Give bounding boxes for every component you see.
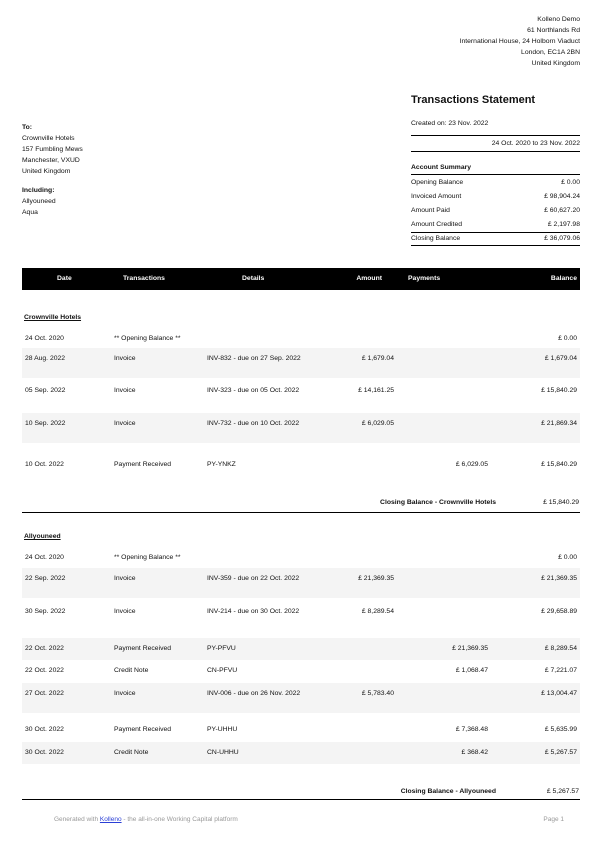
closing-balance-value: £ 5,267.57 xyxy=(546,788,579,795)
summary-row xyxy=(411,218,580,232)
cell-details: PY-UHHU xyxy=(207,726,238,733)
cell-details: INV-214 - due on 30 Oct. 2022 xyxy=(207,608,300,615)
cell-details: INV-359 - due on 22 Oct. 2022 xyxy=(207,575,300,582)
footer xyxy=(54,816,564,823)
cell-balance: £ 13,004.47 xyxy=(541,690,577,697)
company-country: United Kingdom xyxy=(531,60,580,67)
summary-value: £ 60,627.20 xyxy=(544,206,580,214)
including-label: Including: xyxy=(22,187,55,194)
cell-date: 22 Oct. 2022 xyxy=(25,645,64,652)
cell-transaction: ** Opening Balance ** xyxy=(114,335,181,342)
cell-transaction: Credit Note xyxy=(114,749,149,756)
recipient-country: United Kingdom xyxy=(22,168,71,175)
closing-balance-value: £ 15,840.29 xyxy=(543,499,579,506)
cell-balance: £ 5,267.57 xyxy=(544,749,577,756)
cell-transaction: Invoice xyxy=(114,575,136,582)
cell-date: 30 Oct. 2022 xyxy=(25,749,64,756)
summary-label: Amount Paid xyxy=(411,206,450,214)
cell-transaction: Invoice xyxy=(114,608,136,615)
cell-transaction: Payment Received xyxy=(114,461,172,468)
date-range: 24 Oct. 2020 to 23 Nov. 2022 xyxy=(411,136,580,152)
table-row xyxy=(22,742,580,764)
header-balance: Balance xyxy=(550,275,577,282)
cell-details: INV-006 - due on 26 Nov. 2022 xyxy=(207,690,301,697)
cell-transaction: Invoice xyxy=(114,690,136,697)
cell-date: 30 Sep. 2022 xyxy=(25,608,66,615)
cell-payment: £ 6,029.05 xyxy=(455,461,488,468)
header-transactions: Transactions xyxy=(123,275,165,282)
table-row xyxy=(22,660,580,682)
cell-payment: £ 21,369.35 xyxy=(452,645,488,652)
section-title: Allyouneed xyxy=(24,533,61,540)
cell-date: 22 Sep. 2022 xyxy=(25,575,66,582)
cell-balance: £ 5,635.99 xyxy=(544,726,577,733)
cell-payment: £ 1,068.47 xyxy=(455,667,488,674)
recipient-street: 157 Fumbling Mews xyxy=(22,146,83,153)
cell-transaction: Payment Received xyxy=(114,726,172,733)
cell-payment: £ 7,368.48 xyxy=(455,726,488,733)
section-title: Crownville Hotels xyxy=(24,314,82,321)
cell-date: 05 Sep. 2022 xyxy=(25,387,66,394)
summary-row xyxy=(411,203,580,217)
closing-balance-label: Closing Balance - Crownville Hotels xyxy=(380,499,496,506)
cell-transaction: Credit Note xyxy=(114,667,149,674)
table-row xyxy=(22,719,580,741)
included-account: Allyouneed xyxy=(22,198,56,205)
statement-panel xyxy=(411,94,580,246)
cell-balance: £ 29,658.89 xyxy=(541,608,577,615)
table-row xyxy=(22,683,580,713)
summary-value: £ 2,197.98 xyxy=(547,221,580,229)
header-details: Details xyxy=(242,275,265,282)
table-row xyxy=(22,380,580,410)
cell-balance: £ 21,869.34 xyxy=(541,420,577,427)
kolleno-link[interactable]: Kolleno xyxy=(99,816,122,823)
cell-date: 24 Oct. 2020 xyxy=(25,335,64,342)
included-account: Aqua xyxy=(22,209,38,216)
created-date: Created on: 23 Nov. 2022 xyxy=(411,120,580,136)
cell-amount: £ 1,679.04 xyxy=(361,355,394,362)
footer-suffix: - the all-in-one Working Capital platform xyxy=(121,816,238,823)
summary-label: Amount Credited xyxy=(411,221,463,229)
company-street: 61 Northlands Rd xyxy=(527,27,580,34)
summary-value: £ 98,904.24 xyxy=(544,192,580,200)
table-header xyxy=(22,268,580,290)
cell-balance: £ 21,369.35 xyxy=(541,575,577,582)
cell-amount: £ 6,029.05 xyxy=(361,420,394,427)
cell-details: INV-323 - due on 05 Oct. 2022 xyxy=(207,387,300,394)
summary-value: £ 36,079.06 xyxy=(544,235,580,243)
header-date: Date xyxy=(57,275,72,282)
cell-date: 30 Oct. 2022 xyxy=(25,726,64,733)
cell-amount: £ 21,369.35 xyxy=(358,575,394,582)
cell-transaction: ** Opening Balance ** xyxy=(114,554,181,561)
company-building: International House, 24 Holborn Viaduct xyxy=(459,38,580,45)
table-row xyxy=(22,328,580,346)
footer-prefix: Generated with xyxy=(54,816,100,823)
table-row xyxy=(22,601,580,631)
cell-transaction: Invoice xyxy=(114,387,136,394)
cell-date: 27 Oct. 2022 xyxy=(25,690,64,697)
header-payments: Payments xyxy=(408,275,441,282)
table-row xyxy=(22,413,580,443)
cell-details: INV-832 - due on 27 Sep. 2022 xyxy=(207,355,301,362)
cell-details: INV-732 - due on 10 Oct. 2022 xyxy=(207,420,300,427)
cell-balance: £ 15,840.29 xyxy=(541,387,577,394)
company-city: London, EC1A 2BN xyxy=(521,49,580,56)
cell-balance: £ 0.00 xyxy=(558,335,577,342)
page-number: Page 1 xyxy=(543,816,564,823)
cell-balance: £ 7,221.07 xyxy=(544,667,577,674)
cell-balance: £ 15,840.29 xyxy=(541,461,577,468)
summary-value: £ 0.00 xyxy=(561,178,580,186)
company-name: Kolleno Demo xyxy=(537,16,580,23)
cell-amount: £ 5,783.40 xyxy=(361,690,394,697)
cell-details: PY-PFVU xyxy=(207,645,236,652)
top-strip xyxy=(0,0,604,10)
summary-row xyxy=(411,175,580,189)
statement-title: Transactions Statement xyxy=(411,94,536,106)
summary-closing-row xyxy=(411,232,580,246)
cell-date: 10 Sep. 2022 xyxy=(25,420,66,427)
company-address xyxy=(460,14,580,69)
cell-details: PY-YNKZ xyxy=(207,461,236,468)
summary-label: Invoiced Amount xyxy=(411,192,462,200)
table-row xyxy=(22,547,580,565)
cell-transaction: Invoice xyxy=(114,355,136,362)
summary-label: Opening Balance xyxy=(411,178,464,186)
summary-row xyxy=(411,189,580,203)
cell-date: 24 Oct. 2020 xyxy=(25,554,64,561)
cell-amount: £ 8,289.54 xyxy=(361,608,394,615)
to-label: To: xyxy=(22,124,33,131)
table-row xyxy=(22,638,580,660)
cell-details: CN-UHHU xyxy=(207,749,239,756)
account-summary-title: Account Summary xyxy=(411,164,580,175)
recipient-city: Manchester, VXUD xyxy=(22,157,80,164)
recipient-block xyxy=(22,122,83,218)
summary-label: Closing Balance xyxy=(411,235,461,243)
recipient-name: Crownville Hotels xyxy=(22,135,75,142)
cell-transaction: Invoice xyxy=(114,420,136,427)
header-amount: Amount xyxy=(356,275,382,282)
cell-date: 22 Oct. 2022 xyxy=(25,667,64,674)
cell-transaction: Payment Received xyxy=(114,645,172,652)
cell-balance: £ 8,289.54 xyxy=(544,645,577,652)
cell-amount: £ 14,161.25 xyxy=(358,387,394,394)
cell-date: 28 Aug. 2022 xyxy=(25,355,66,362)
closing-balance-label: Closing Balance - Allyouneed xyxy=(400,788,496,795)
table-row xyxy=(22,348,580,378)
cell-details: CN-PFVU xyxy=(207,667,238,674)
table-row xyxy=(22,568,580,598)
section-divider xyxy=(22,512,580,513)
cell-balance: £ 0.00 xyxy=(558,554,577,561)
section-divider xyxy=(22,799,580,800)
table-row xyxy=(22,454,580,476)
cell-balance: £ 1,679.04 xyxy=(544,355,577,362)
cell-date: 10 Oct. 2022 xyxy=(25,461,64,468)
cell-payment: £ 368.42 xyxy=(461,749,488,756)
